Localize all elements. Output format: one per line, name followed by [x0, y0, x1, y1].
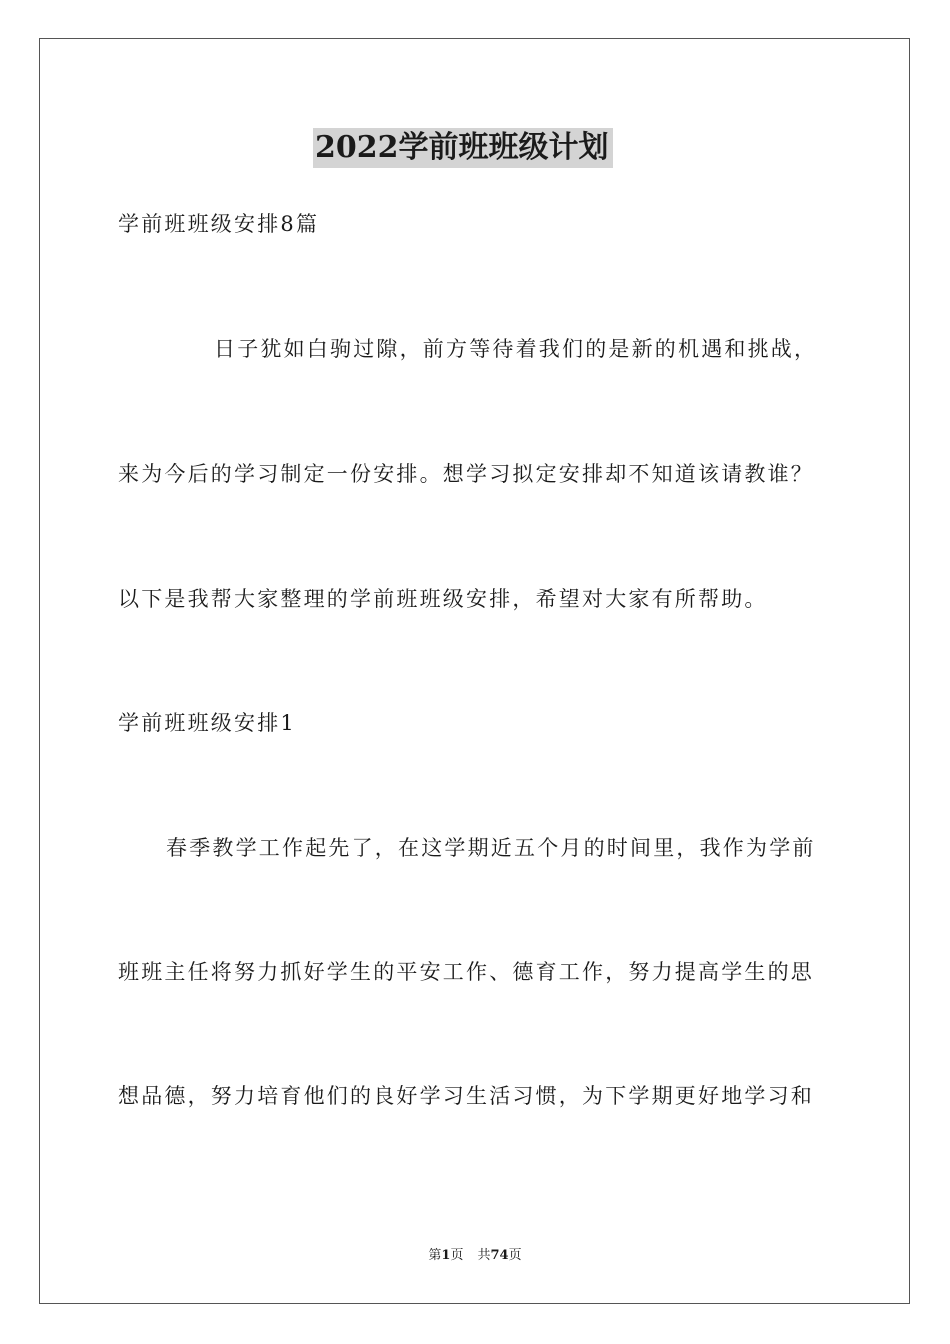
section-line-1: 春季教学工作起先了，在这学期近五个月的时间里，我作为学前: [166, 836, 816, 860]
section-heading: 学前班班级安排1: [118, 711, 296, 735]
intro-line-2: 来为今后的学习制定一份安排。想学习拟定安排却不知道该请教谁？: [118, 462, 814, 486]
footer-page-number: 1: [441, 1248, 451, 1263]
page-footer: [0, 1247, 950, 1265]
document-title: 2022学前班班级计划: [313, 128, 613, 168]
footer-total-prefix: 共: [477, 1248, 491, 1263]
footer-page-suffix: 页: [450, 1248, 464, 1263]
document-subtitle: 学前班班级安排8篇: [118, 212, 320, 236]
section-line-2: 班班主任将努力抓好学生的平安工作、德育工作，努力提高学生的思: [118, 960, 814, 984]
section-line-3: 想品德，努力培育他们的良好学习生活习惯，为下学期更好地学习和: [118, 1084, 814, 1108]
footer-page-prefix: 第: [428, 1248, 442, 1263]
footer-total-suffix: 页: [508, 1248, 522, 1263]
intro-line-1: 日子犹如白驹过隙，前方等待着我们的是新的机遇和挑战，: [214, 337, 818, 361]
intro-line-3: 以下是我帮大家整理的学前班班级安排，希望对大家有所帮助。: [118, 587, 768, 611]
footer-total-pages: 74: [490, 1248, 509, 1263]
